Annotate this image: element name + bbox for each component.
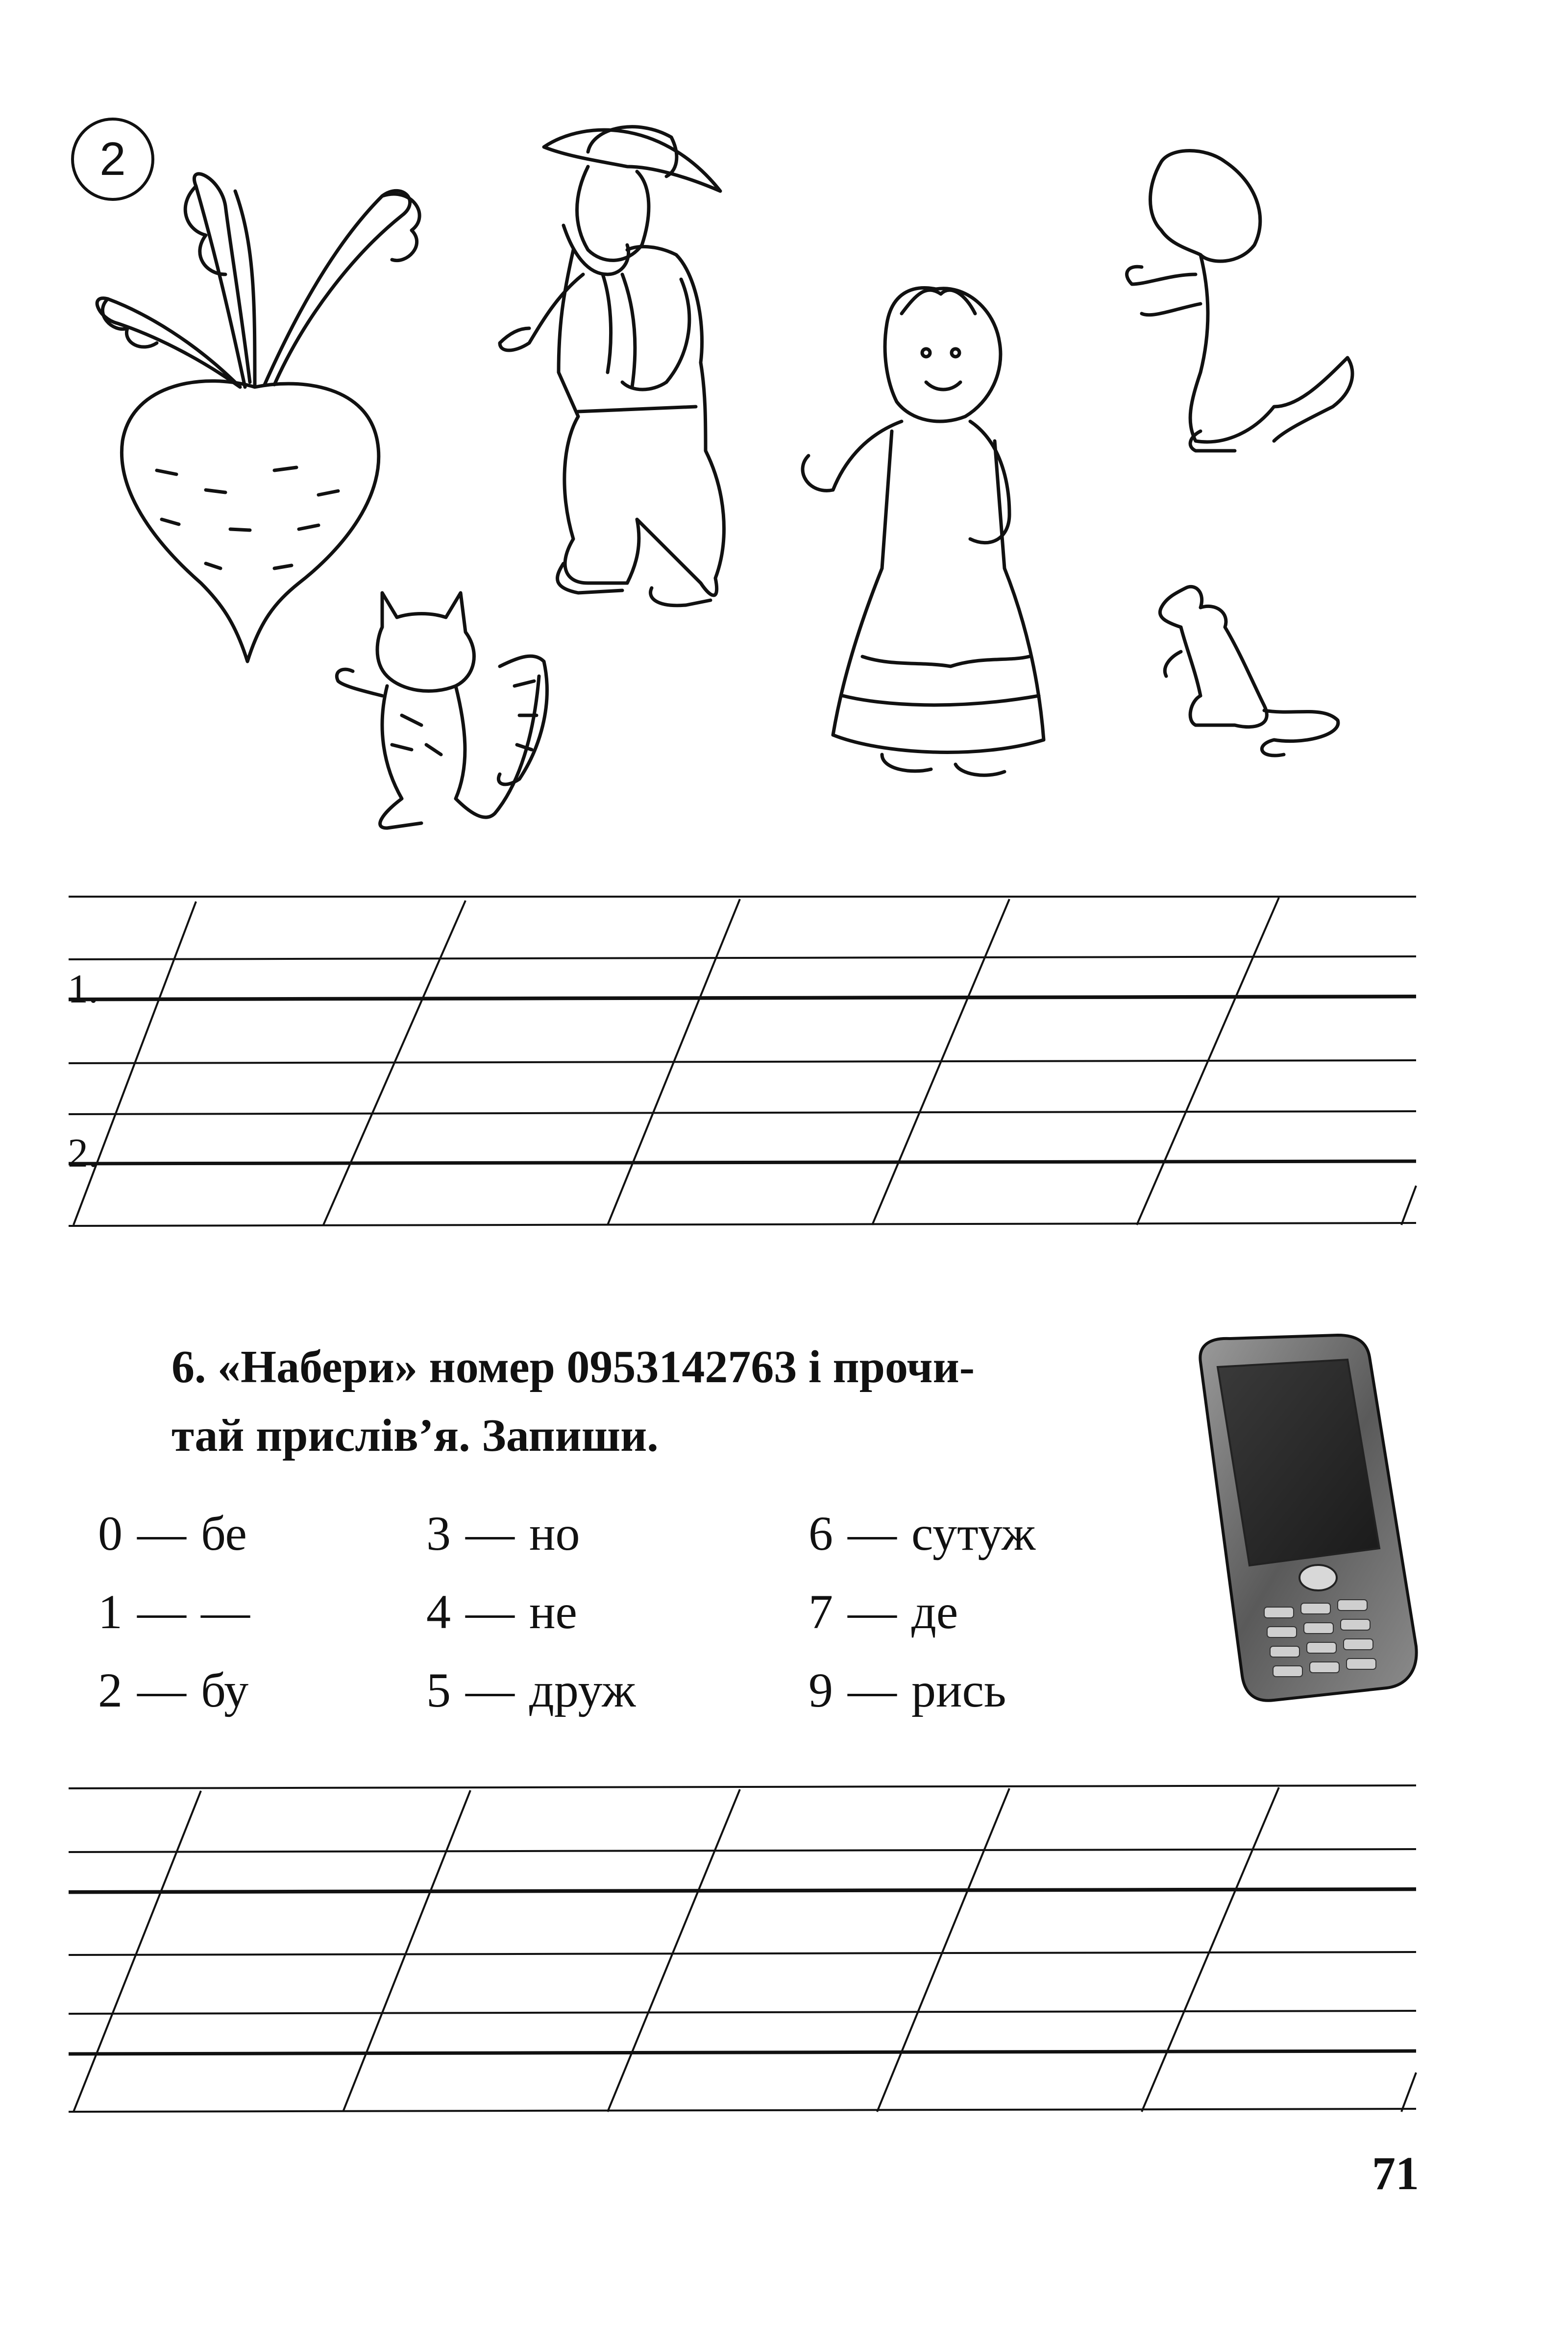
code-row <box>426 1573 636 1651</box>
code-syllable: бу <box>201 1663 249 1717</box>
code-digit: 0 <box>98 1506 122 1561</box>
code-digit: 1 <box>98 1585 122 1639</box>
dash: — <box>466 1663 514 1717</box>
exercise-heading <box>172 1333 1176 1470</box>
code-digit: 7 <box>808 1585 833 1639</box>
code-row <box>808 1494 1035 1573</box>
illustration-area <box>0 0 1568 862</box>
code-row <box>426 1494 636 1573</box>
code-syllable: друж <box>529 1663 636 1717</box>
dash: — <box>848 1585 897 1639</box>
dash: — <box>137 1663 186 1717</box>
code-row <box>98 1651 250 1730</box>
cat-illustration <box>337 593 547 828</box>
code-row <box>808 1573 1035 1651</box>
code-row <box>98 1573 250 1651</box>
code-digit: 2 <box>98 1663 122 1717</box>
code-digit: 3 <box>426 1506 451 1561</box>
dash: — <box>466 1506 514 1561</box>
dash: — <box>848 1506 897 1561</box>
mobile-phone-illustration <box>1191 1333 1421 1705</box>
code-syllable: рись <box>911 1663 1006 1717</box>
code-digit: 4 <box>426 1585 451 1639</box>
code-column-1 <box>98 1494 250 1730</box>
writing-grid-bottom[interactable] <box>0 1774 1568 2126</box>
code-row <box>426 1651 636 1730</box>
code-syllable: но <box>529 1506 580 1561</box>
code-syllable: сутуж <box>911 1506 1036 1561</box>
grid-lines <box>0 872 1568 1235</box>
code-row <box>98 1494 250 1573</box>
grandmother-illustration <box>803 288 1044 776</box>
exercise-text-line-2: тай прислів’я. Запиши. <box>172 1410 659 1461</box>
dash: — <box>466 1585 514 1639</box>
turnip-illustration <box>97 174 419 661</box>
writing-grid-top[interactable] <box>0 872 1568 1235</box>
code-digit: 9 <box>808 1663 833 1717</box>
dash: — <box>137 1506 186 1561</box>
exercise-number: 6. <box>172 1342 206 1392</box>
dash: — <box>137 1585 186 1639</box>
task-number-badge: 2 <box>71 118 154 201</box>
code-syllable: не <box>529 1585 577 1639</box>
page-number: 71 <box>1372 2147 1419 2199</box>
dash: — <box>848 1663 897 1717</box>
code-row <box>808 1651 1035 1730</box>
code-syllable: бе <box>201 1506 247 1561</box>
code-digit: 5 <box>426 1663 451 1717</box>
exercise-text-line-1: «Набери» номер 0953142763 і прочи- <box>218 1342 975 1392</box>
code-syllable: — <box>201 1585 250 1639</box>
row-label-1: 1. <box>68 966 98 1012</box>
grandfather-illustration <box>500 127 724 606</box>
mouse-illustration <box>1160 586 1338 756</box>
row-label-2: 2. <box>68 1130 98 1176</box>
code-syllable: де <box>911 1585 958 1639</box>
code-column-3 <box>808 1494 1035 1730</box>
dog-illustration <box>1127 151 1352 451</box>
fairy-tale-characters <box>0 0 1568 862</box>
code-column-2 <box>426 1494 636 1730</box>
grid-lines <box>0 1774 1568 2126</box>
code-digit: 6 <box>808 1506 833 1561</box>
